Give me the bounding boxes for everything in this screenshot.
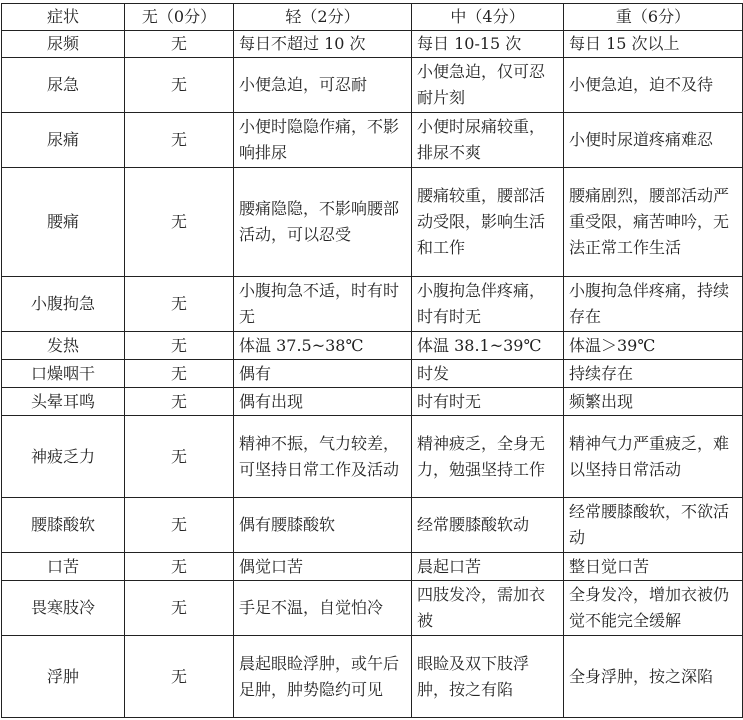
cell-severe: 小便时尿道疼痛难忍 xyxy=(564,113,743,168)
cell-moderate: 每日 10-15 次 xyxy=(412,31,564,58)
header-row xyxy=(2,4,743,31)
cell-mild: 手足不温，自觉怕冷 xyxy=(234,581,412,636)
cell-none: 无 xyxy=(125,636,234,718)
cell-symptom: 尿急 xyxy=(2,58,125,113)
cell-moderate: 时发 xyxy=(412,360,564,388)
cell-severe: 全身浮肿，按之深陷 xyxy=(564,636,743,718)
table-row xyxy=(2,58,743,113)
table-row xyxy=(2,360,743,388)
cell-none: 无 xyxy=(125,553,234,581)
cell-moderate: 精神疲乏，全身无力，勉强坚持工作 xyxy=(412,416,564,498)
header-none: 无（0分） xyxy=(125,4,234,31)
cell-moderate: 晨起口苦 xyxy=(412,553,564,581)
cell-none: 无 xyxy=(125,113,234,168)
cell-symptom: 神疲乏力 xyxy=(2,416,125,498)
cell-none: 无 xyxy=(125,31,234,58)
cell-mild: 小便急迫，可忍耐 xyxy=(234,58,412,113)
cell-moderate: 体温 38.1~39℃ xyxy=(412,332,564,360)
cell-moderate: 小便急迫，仅可忍耐片刻 xyxy=(412,58,564,113)
cell-mild: 每日不超过 10 次 xyxy=(234,31,412,58)
cell-none: 无 xyxy=(125,416,234,498)
cell-symptom: 头晕耳鸣 xyxy=(2,388,125,416)
table-row xyxy=(2,636,743,718)
cell-moderate: 眼睑及双下肢浮肿，按之有陷 xyxy=(412,636,564,718)
cell-moderate: 四肢发冷，需加衣被 xyxy=(412,581,564,636)
cell-symptom: 小腹拘急 xyxy=(2,277,125,332)
cell-symptom: 尿频 xyxy=(2,31,125,58)
cell-symptom: 尿痛 xyxy=(2,113,125,168)
cell-moderate: 小便时尿痛较重，排尿不爽 xyxy=(412,113,564,168)
cell-moderate: 经常腰膝酸软动 xyxy=(412,498,564,553)
cell-none: 无 xyxy=(125,168,234,277)
cell-mild: 精神不振，气力较差，可坚持日常工作及活动 xyxy=(234,416,412,498)
table-row xyxy=(2,388,743,416)
cell-mild: 偶觉口苦 xyxy=(234,553,412,581)
table-row xyxy=(2,581,743,636)
cell-severe: 体温＞39℃ xyxy=(564,332,743,360)
header-mild: 轻（2分） xyxy=(234,4,412,31)
cell-mild: 腰痛隐隐，不影响腰部活动，可以忍受 xyxy=(234,168,412,277)
table-row xyxy=(2,277,743,332)
cell-severe: 全身发冷，增加衣被仍觉不能完全缓解 xyxy=(564,581,743,636)
table-row xyxy=(2,498,743,553)
cell-mild: 体温 37.5~38℃ xyxy=(234,332,412,360)
cell-mild: 小腹拘急不适，时有时无 xyxy=(234,277,412,332)
cell-none: 无 xyxy=(125,332,234,360)
cell-severe: 精神气力严重疲乏，难以坚持日常活动 xyxy=(564,416,743,498)
cell-symptom: 畏寒肢冷 xyxy=(2,581,125,636)
table-row xyxy=(2,31,743,58)
cell-symptom: 口苦 xyxy=(2,553,125,581)
cell-mild: 晨起眼睑浮肿，或午后足肿，肿势隐约可见 xyxy=(234,636,412,718)
cell-moderate: 小腹拘急伴疼痛，时有时无 xyxy=(412,277,564,332)
cell-none: 无 xyxy=(125,498,234,553)
cell-severe: 频繁出现 xyxy=(564,388,743,416)
table-row xyxy=(2,332,743,360)
cell-symptom: 浮肿 xyxy=(2,636,125,718)
cell-mild: 偶有腰膝酸软 xyxy=(234,498,412,553)
symptom-score-table xyxy=(1,3,743,718)
cell-moderate: 腰痛较重，腰部活动受限，影响生活和工作 xyxy=(412,168,564,277)
cell-severe: 小便急迫，迫不及待 xyxy=(564,58,743,113)
header-severe: 重（6分） xyxy=(564,4,743,31)
cell-severe: 小腹拘急伴疼痛，持续存在 xyxy=(564,277,743,332)
cell-none: 无 xyxy=(125,581,234,636)
cell-symptom: 发热 xyxy=(2,332,125,360)
cell-moderate: 时有时无 xyxy=(412,388,564,416)
cell-symptom: 腰痛 xyxy=(2,168,125,277)
cell-severe: 每日 15 次以上 xyxy=(564,31,743,58)
cell-severe: 经常腰膝酸软，不欲活动 xyxy=(564,498,743,553)
cell-severe: 整日觉口苦 xyxy=(564,553,743,581)
table-row xyxy=(2,553,743,581)
cell-none: 无 xyxy=(125,360,234,388)
cell-mild: 偶有 xyxy=(234,360,412,388)
cell-symptom: 口燥咽干 xyxy=(2,360,125,388)
cell-mild: 偶有出现 xyxy=(234,388,412,416)
cell-none: 无 xyxy=(125,277,234,332)
table-row xyxy=(2,416,743,498)
header-moderate: 中（4分） xyxy=(412,4,564,31)
cell-mild: 小便时隐隐作痛，不影响排尿 xyxy=(234,113,412,168)
cell-symptom: 腰膝酸软 xyxy=(2,498,125,553)
table-row xyxy=(2,168,743,277)
cell-none: 无 xyxy=(125,388,234,416)
table-row xyxy=(2,113,743,168)
cell-severe: 持续存在 xyxy=(564,360,743,388)
header-symptom: 症状 xyxy=(2,4,125,31)
cell-severe: 腰痛剧烈，腰部活动严重受限，痛苦呻吟，无法正常工作生活 xyxy=(564,168,743,277)
cell-none: 无 xyxy=(125,58,234,113)
